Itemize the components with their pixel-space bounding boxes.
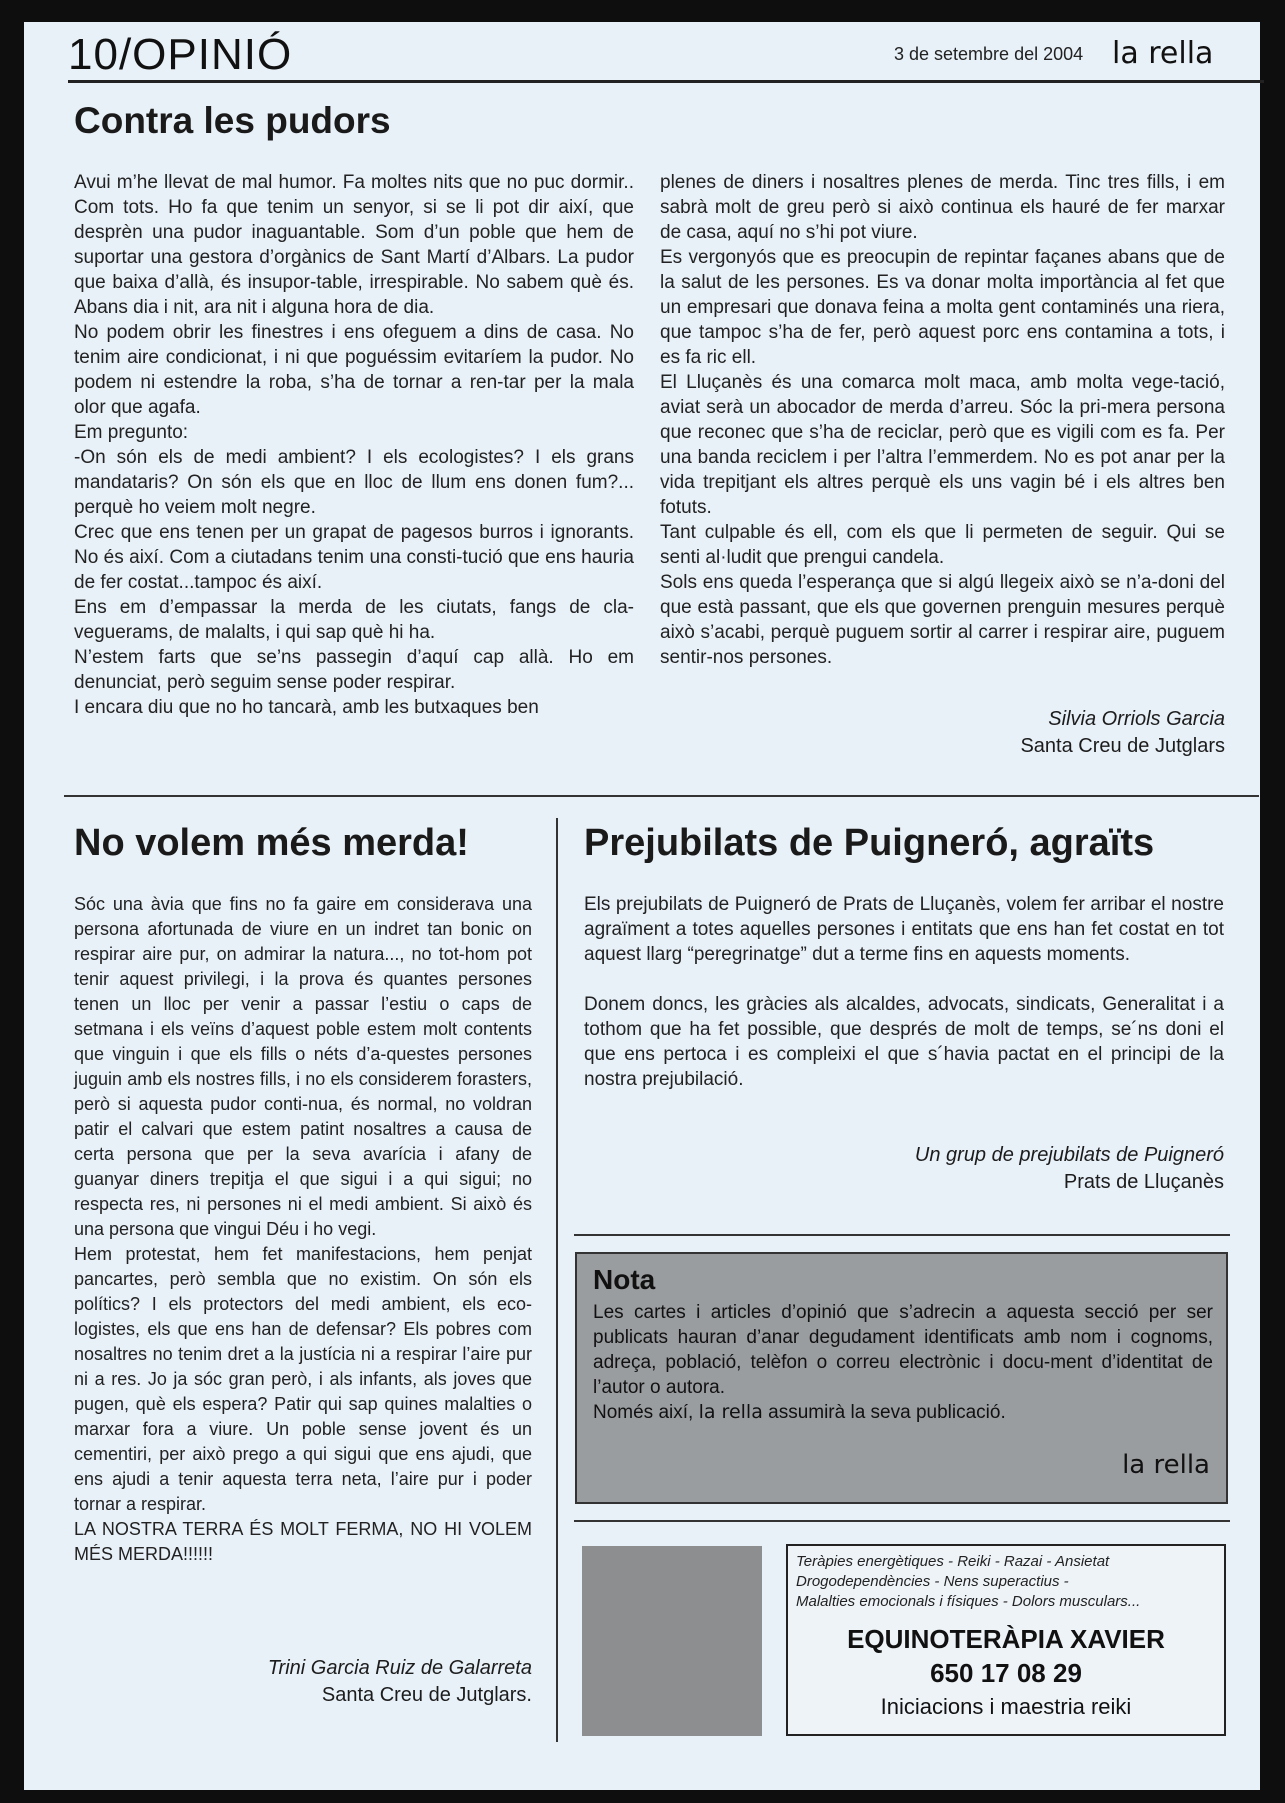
nota-text-part: assumirà la seva publicació. <box>762 1402 1006 1423</box>
masthead-logo: la rella <box>1112 36 1214 71</box>
ad-placeholder-image <box>582 1546 762 1736</box>
section-label: 10/OPINIÓ <box>68 30 293 79</box>
paragraph: Avui m’he llevat de mal humor. Fa moltes nits que no puc dormir.. Com tots. Ho fa que tenim un senyor, si se li pot dir així, que desprèn una pudor inaguantable. Som d’un poble que hem de suportar una gestora d’orgànics de Sant Martí d’Albars. La pudor que baixa d’allà, és insupor-table, irrespirable. No sabem què és. Abans dia i nit, ara nit i alguna hora de dia. <box>74 172 634 318</box>
ad-tagline: Iniciacions i maestria reiki <box>880 1694 1132 1719</box>
author-place: Prats de Lluçanès <box>1063 1171 1224 1193</box>
article-right-signature <box>584 1142 1224 1196</box>
nota-bottom-rule <box>574 1520 1230 1522</box>
paragraph: El Lluçanès és una comarca molt maca, amb molta vege-tació, aviat serà un abocador de merda d’arreu. Sóc la pri-mera persona que reconec que s’ha de reciclar, però que es vigili com es fa. Per una banda reciclem i per l’altra l’emmerdem. No es pot anar per la vida trepitjant els altres perquè els uns vagin bé i els altres ben fotuts. <box>660 372 1225 518</box>
paragraph: Tant culpable és ell, com els que li permeten de seguir. Qui se senti al·ludit que prengui candela. <box>660 522 1225 568</box>
paragraph: Hem protestat, hem fet manifestacions, hem penjat pancartes, però sembla que no existim. On són els polítics? I els protectors del medi ambient, els eco-logistes, els que ens han de defensar? Els pobres com nosaltres no tenim dret a la justícia ni a respirar l’aire pur ni a res. Jo ja sóc gran però, i als infants, als joves que pugen, què els espera? Patir qui sap quines malalties o marxar fora a viure. Un poble sense jovent és un cementiri, per això prego a qui sigui que ens ajudi, que ens ajudi a tenir aquesta terra neta, l’aire pur i poder tornar a respirar. <box>74 1244 532 1514</box>
author-name: Trini Garcia Ruiz de Galarreta <box>267 1657 532 1679</box>
article-right-body <box>584 892 1224 1092</box>
paragraph: I encara diu que no ho tancarà, amb les butxaques ben <box>74 697 539 718</box>
article-left-signature <box>74 1655 532 1709</box>
paragraph: Donem doncs, les gràcies als alcaldes, advocats, sindicats, Generalitat i a tothom que ha fet possible, que després de molt de temps, se´ns doni el que ens pertoca i es compleixi el que s´havia pactat en el principi de la nostra prejubilació. <box>584 994 1224 1090</box>
ad-service-line: Malalties emocionals i físiques - Dolors musculars... <box>796 1593 1141 1610</box>
article-main-column-1 <box>74 170 634 720</box>
ad-phone: 650 17 08 29 <box>930 1658 1082 1688</box>
article-title-main: Contra les pudors <box>74 100 391 141</box>
nota-paragraph <box>593 1400 1213 1425</box>
paragraph: -On són els de medi ambient? I els ecologistes? I els grans mandataris? On són els que en lloc de llum ens donen fum?... perquè ho veiem molt negre. <box>74 447 634 518</box>
newspaper-page <box>24 22 1260 1790</box>
article-left-body <box>74 892 532 1567</box>
paragraph: Sóc una àvia que fins no fa gaire em considerava una persona afortunada de viure en un indret tan bonic on respirar aire pur, on admirar la natura..., no tot-hom pot tenir aquest privilegi, i la prova és quantes persones tenen un lloc per venir a passar l’estiu o caps de setmana i els veïns d’aquest poble estem molt contents que vinguin i que els fills o néts d’a-questes persones juguin amb els nostres fills, i no els considerem forasters, però si aquesta pudor conti-nua, és normal, no voldran patir el calvari que estem patint nosaltres a causa de certa persona que per la seva avarícia i afany de guanyar diners trepitja el que sigui i a qui sigui; no respecta res, ni persones ni el medi ambient. Si això és una persona que vingui Déu i ho vegi. <box>74 894 532 1239</box>
paragraph-gap <box>584 967 1224 992</box>
paragraph: Em pregunto: <box>74 422 189 443</box>
ad-business-name: EQUINOTERÀPIA XAVIER <box>847 1624 1165 1654</box>
nota-signature: la rella <box>1122 1450 1210 1480</box>
author-name: Un grup de prejubilats de Puigneró <box>914 1144 1224 1166</box>
advertisement <box>786 1544 1226 1736</box>
paragraph: Crec que ens tenen per un grapat de pagesos burros i ignorants. No és així. Com a ciutadans tenim una consti-tució que ens hauria de fer costat...tampoc és així. <box>74 522 634 593</box>
header-rule <box>68 80 1264 83</box>
article-title-left: No volem més merda! <box>74 822 469 864</box>
section-divider <box>64 795 1259 797</box>
nota-title: Nota <box>593 1264 656 1295</box>
paragraph: N’estem farts que se’ns passegin d’aquí cap allà. Ho em denunciat, però seguim sense poder respirar. <box>74 647 634 693</box>
author-name: Silvia Orriols Garcia <box>1048 708 1225 730</box>
paragraph: Ens em d’empassar la merda de les ciutats, fangs de cla-veguerams, de malalts, i qui sap què hi ha. <box>74 597 634 643</box>
ad-services <box>796 1552 1216 1612</box>
article-main-column-2 <box>660 170 1225 670</box>
nota-box <box>575 1252 1228 1504</box>
ad-service-line: Drogodependències - Nens superactius - <box>796 1573 1069 1590</box>
author-place: Santa Creu de Jutglars <box>1020 735 1225 757</box>
nota-text <box>593 1300 1213 1425</box>
article-title-right: Prejubilats de Puigneró, agraïts <box>584 822 1155 864</box>
paragraph: LA NOSTRA TERRA ÉS MOLT FERMA, NO HI VOLEM MÉS MERDA!!!!!! <box>74 1519 532 1564</box>
nota-top-rule <box>574 1234 1230 1236</box>
article-main-signature <box>660 706 1225 760</box>
issue-date: 3 de setembre del 2004 <box>894 44 1084 64</box>
paragraph: Es vergonyós que es preocupin de repintar façanes abans que de la salut de les persones. Es va donar molta importància al fet que un empresari que donava feina a molta gent contaminés una riera, que tampoc s’ha de fer, però aquest porc ens contamina a tots, i es fa ric ell. <box>660 247 1225 368</box>
paragraph: plenes de diners i nosaltres plenes de merda. Tinc tres fills, i em sabrà molt de greu però si això continua els hauré de fer marxar de casa, aquí no s’hi pot viure. <box>660 172 1225 243</box>
column-divider <box>556 818 558 1742</box>
nota-brand: la rella <box>698 1401 763 1423</box>
paragraph: No podem obrir les finestres i ens ofeguem a dins de casa. No tenim aire condicionat, i ni que poguéssim evitaríem la pudor. No podem ni estendre la roba, s’ha de tornar a ren-tar per la mala olor que agafa. <box>74 322 634 418</box>
paragraph: Els prejubilats de Puigneró de Prats de Lluçanès, volem fer arribar el nostre agraïment a totes aquelles persones i entitats que ens han fet costat en tot aquest llarg “peregrinatge” dut a terme fins en aquests moments. <box>584 894 1224 965</box>
ad-service-line: Teràpies energètiques - Reiki - Razai - Ansietat <box>796 1553 1110 1570</box>
paragraph: Sols ens queda l’esperança que si algú llegeix això se n’a-doni del que està passant, que els que governen prenguin mesures perquè això s’acabi, perquè puguem sortir al carrer i respirar aire, puguem sentir-nos persones. <box>660 572 1225 668</box>
nota-paragraph: Les cartes i articles d’opinió que s’adrecin a aquesta secció per ser publicats hauran d’anar degudament identificats amb nom i cognoms, adreça, població, telèfon o correu electrònic i docu-ment d’identitat de l’autor o autora. <box>593 1302 1213 1398</box>
author-place: Santa Creu de Jutglars. <box>321 1684 532 1706</box>
nota-text-part: Només així, <box>593 1402 699 1423</box>
